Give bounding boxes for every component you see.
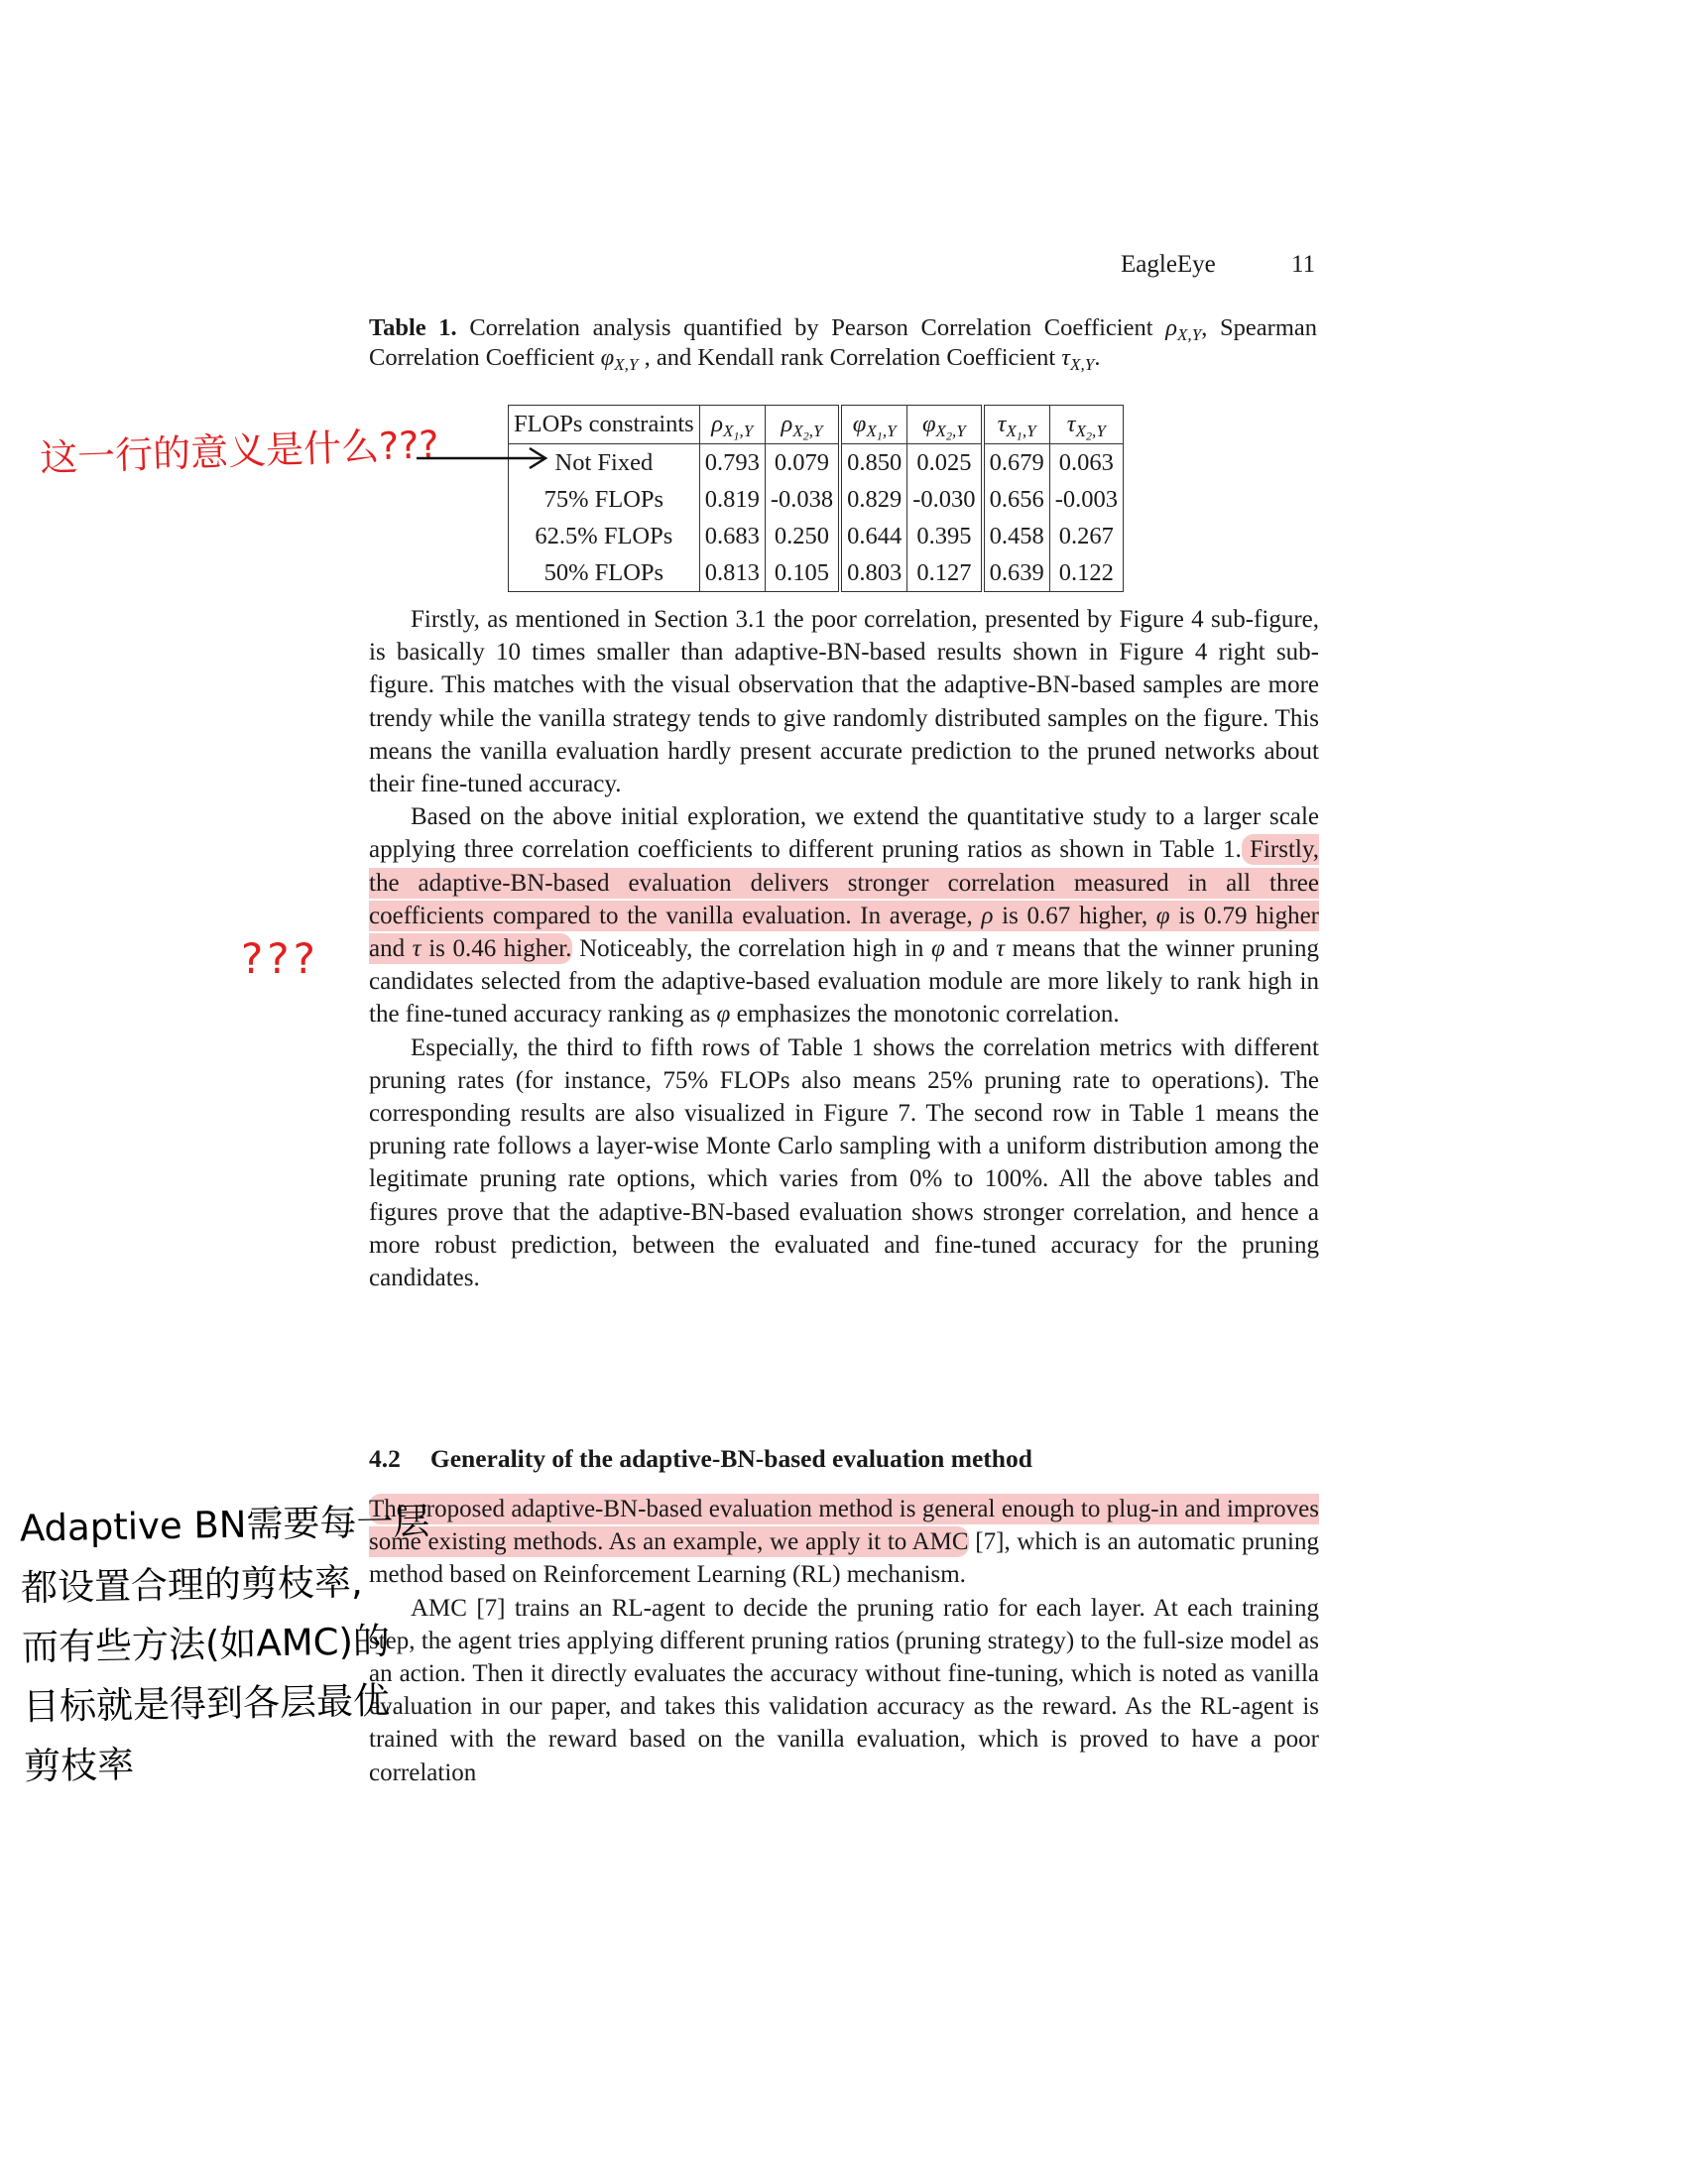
- table-cell: 0.063: [1049, 444, 1123, 482]
- table-cell: 0.829: [840, 481, 907, 518]
- table-cell: 0.639: [983, 554, 1050, 592]
- results-discussion: [369, 603, 1319, 1294]
- section-body: [369, 1493, 1319, 1789]
- phi-symbol: $\varphi_{X,Y}$: [600, 344, 639, 375]
- paragraph: Especially, the third to fifth rows of Table 1 shows the correlation metrics with different pruning rates (for instance, 75% FLOPs also means 25% pruning rate to operations). The corresponding results are also visualized in Figure 7. The second row in Table 1 means the pruning rate follows a layer-wise Monte Carlo sampling with a uniform distribution among the legitimate pruning rate options, which varies from 0% to 100%. All the above tables and figures prove that the adaptive-BN-based evaluation shows stronger correlation, and hence a more robust prediction, between the evaluated and fine-tuned accuracy for the pruning candidates.: [369, 1033, 1319, 1292]
- tau-symbol: $\tau_{X,Y}$: [1061, 344, 1095, 375]
- table-caption-label: Table 1.: [369, 314, 457, 341]
- paragraph: AMC [7] trains an RL-agent to decide the pruning ratio for each layer. At each training step, the agent tries applying different pruning ratios (pruning strategy) to the full-size model as an action. Then it directly evaluates the accuracy without fine-tuning, which is noted as vanilla evaluation in our paper, and takes this validation accuracy as the reward. As the RL-agent is trained with the reward based on the vanilla evaluation, which is proved to have a poor correlation: [369, 1594, 1319, 1786]
- section-heading: [369, 1444, 1032, 1474]
- red-question-marks: ???: [241, 934, 319, 983]
- table-caption: Table 1. Correlation analysis quantified by Pearson Correlation Coefficient $\rho_{X,Y}$, Spearman Correlation Coefficient $\varphi_{X,Y}$ , and Kendall rank Correlation Coefficient $\tau_{X,Y}$.: [369, 314, 1317, 375]
- section-number: 4.2: [369, 1444, 401, 1473]
- section-title: Generality of the adaptive-BN-based evaluation method: [429, 1444, 1032, 1473]
- note-line: 目标就是得到各层最优: [22, 1679, 391, 1729]
- handwritten-note: [19, 1492, 434, 1796]
- column-header: $\varphi_{X_2,Y}$: [907, 406, 983, 444]
- table-row: [509, 518, 1124, 554]
- table-row: [509, 444, 1124, 482]
- table-cell: 0.250: [765, 518, 840, 554]
- table-cell: 0.267: [1049, 518, 1123, 554]
- column-header: $\varphi_{X_1,Y}$: [840, 406, 907, 444]
- note-line: Adaptive BN需要每一层: [19, 1500, 430, 1550]
- note-line: 剪枝率: [23, 1743, 135, 1788]
- table-cell: 0.458: [983, 518, 1050, 554]
- paragraph: The proposed adaptive-BN-based evaluation method is general enough to plug-in and improves some existing methods. As an example, we apply it to AMC [7], which is an automatic pruning method based on Reinforcement Learning (RL) mechanism.: [369, 1496, 1319, 1589]
- table-cell: 0.793: [699, 444, 765, 482]
- table-cell: 0.683: [699, 518, 765, 554]
- table-cell: 0.122: [1049, 554, 1123, 592]
- table-cell: -0.038: [765, 481, 840, 518]
- row-label: 50% FLOPs: [509, 554, 700, 592]
- table-cell: -0.030: [907, 481, 983, 518]
- table-cell: 0.813: [699, 554, 765, 592]
- table-cell: 0.679: [983, 444, 1050, 482]
- row-label: 62.5% FLOPs: [509, 518, 700, 554]
- table-cell: 0.395: [907, 518, 983, 554]
- arrow-icon: [415, 443, 553, 473]
- rho-symbol: $\rho_{X,Y}$: [1165, 314, 1202, 345]
- column-header: $\tau_{X_2,Y}$: [1049, 406, 1123, 444]
- column-header: $\rho_{X_2,Y}$: [765, 406, 840, 444]
- table-cell: 0.079: [765, 444, 840, 482]
- row-label: 75% FLOPs: [509, 481, 700, 518]
- column-header: $\rho_{X_1,Y}$: [699, 406, 765, 444]
- table-cell: 0.656: [983, 481, 1050, 518]
- caption-text: , and Kendall rank Correlation Coefficient: [638, 344, 1062, 371]
- table-row: [509, 554, 1124, 592]
- caption-text: Correlation analysis quantified by Pearson Correlation Coefficient: [456, 314, 1166, 341]
- table-header-row: [509, 406, 1124, 444]
- note-line: 都设置合理的剪枝率,: [20, 1560, 364, 1610]
- running-title: EagleEye: [1121, 251, 1216, 278]
- table-cell: 0.850: [840, 444, 907, 482]
- column-header: $\tau_{X_1,Y}$: [983, 406, 1050, 444]
- table-cell: 0.127: [907, 554, 983, 592]
- table-cell: 0.644: [840, 518, 907, 554]
- correlation-table: [508, 405, 1124, 592]
- paragraph: Based on the above initial exploration, we extend the quantitative study to a larger scale applying three correlation coefficients to different pruning ratios as shown in Table 1. Firstly, the adaptive-BN-based evaluation delivers stronger correlation measured in all three coefficients compared to the vanilla evaluation. In average, ρ is 0.67 higher, φ is 0.79 higher and τ is 0.46 higher. Noticeably, the correlation high in φ and τ means that the winner pruning candidates selected from the adaptive-based evaluation module are more likely to rank high in the fine-tuned accuracy ranking as φ emphasizes the monotonic correlation.: [369, 803, 1320, 1029]
- row-label: Not Fixed: [509, 444, 700, 482]
- table-row: [509, 481, 1124, 518]
- red-question-annotation: 这一行的意义是什么???: [39, 422, 440, 481]
- caption-text: Spearman Correlation Coefficient: [369, 314, 1317, 371]
- paragraph: Firstly, as mentioned in Section 3.1 the poor correlation, presented by Figure 4 sub-figure, is basically 10 times smaller than adaptive-BN-based results shown in Figure 4 right sub-figure. This matches with the visual observation that the adaptive-BN-based samples are more trendy while the vanilla strategy tends to give randomly distributed samples on the figure. This means the vanilla evaluation hardly present accurate prediction to the pruned networks about their fine-tuned accuracy.: [369, 606, 1319, 798]
- highlighted-text: Firstly, the adaptive-BN-based evaluation delivers stronger correlation measured in all three coefficients compared to the vanilla evaluation. In average, ρ is 0.67 higher, φ is 0.79 higher and τ is 0.46 higher.: [369, 836, 1320, 963]
- highlighted-text: The proposed adaptive-BN-based evaluation method is general enough to plug-in and improves some existing methods. As an example, we apply it to AMC: [369, 1496, 1319, 1556]
- page-number: 11: [1291, 251, 1316, 278]
- column-header: FLOPs constraints: [509, 406, 700, 444]
- table-cell: 0.105: [765, 554, 840, 592]
- table-cell: 0.025: [907, 444, 983, 482]
- table-cell: 0.803: [840, 554, 907, 592]
- note-line: 而有些方法(如AMC)的: [21, 1620, 391, 1669]
- table-cell: -0.003: [1049, 481, 1123, 518]
- table-cell: 0.819: [699, 481, 765, 518]
